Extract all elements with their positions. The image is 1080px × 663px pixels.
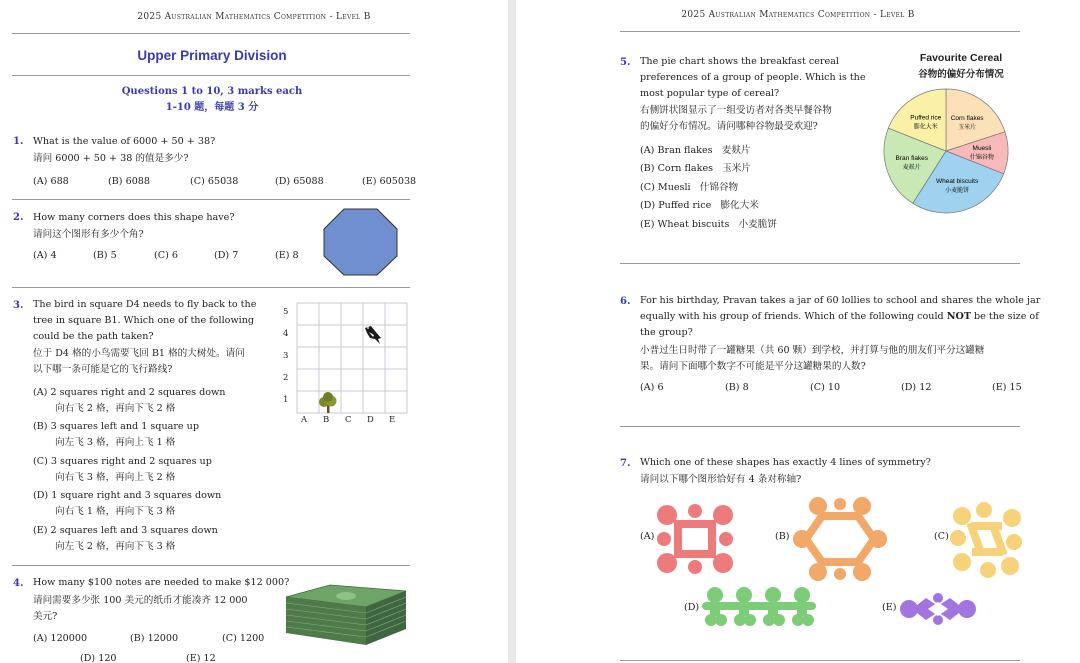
pie-label: Corn flakes (950, 114, 984, 122)
subtitle-zh: 1-10 题，每题 3 分 (165, 102, 259, 113)
option-zh: 膨化大米 (720, 200, 759, 211)
title-rule (12, 75, 410, 76)
question-text-zh: 小普过生日时带了一罐糖果（共 60 颗）到学校，并打算与他的朋友们平分这罐糖 (640, 345, 985, 356)
left-page (0, 0, 508, 663)
answer-option-b[interactable]: (B) 5 (93, 250, 117, 261)
pie-chart (882, 87, 1010, 215)
grid-row-label: 2 (283, 373, 289, 383)
page-header: 2025 Australian Mathematics Competition - Level B (137, 12, 371, 22)
question-text-zh: 位于 D4 格的小鸟需要飞回 B1 格的大树处。请问 (33, 348, 245, 359)
question-text-en: How many corners does this shape have? (33, 212, 235, 223)
answer-option-a[interactable]: (A) 6 (640, 382, 664, 393)
bird-icon (362, 324, 384, 346)
answer-option-d[interactable]: (D) 120 (80, 653, 117, 663)
shape-label-d[interactable]: (D) (684, 602, 700, 613)
tree-icon (316, 392, 340, 414)
answer-option-e[interactable]: (E) 2 squares left and 3 squares down (33, 525, 218, 536)
shape-b-figure (792, 496, 888, 582)
text-span: equally with his group of friends. Which of the following could (640, 311, 947, 322)
question-text-zh: 以下哪一条可能是它的飞行路线? (33, 364, 173, 375)
question-text-en (640, 309, 1039, 325)
question-text-en: could be the path taken? (33, 331, 154, 342)
chart-subtitle: 谷物的偏好分布情况 (918, 69, 1004, 80)
pie-label-zh: 膨化大米 (913, 123, 938, 131)
answer-option-c[interactable]: (C) 3 squares right and 2 squares up (33, 456, 212, 467)
emphasis-not: NOT (946, 311, 971, 322)
answer-option-c[interactable]: (C) 6 (154, 250, 178, 261)
question-number: 2. (13, 212, 24, 223)
answer-option-c[interactable]: (C) 10 (810, 382, 841, 393)
answer-option-c-zh: 向右飞 3 格，再向上飞 2 格 (55, 472, 176, 483)
answer-option-b[interactable] (640, 161, 751, 177)
question-number: 6. (620, 296, 631, 307)
division-title: Upper Primary Division (137, 48, 287, 63)
question-number: 7. (620, 458, 631, 469)
answer-option-d[interactable] (640, 198, 759, 214)
grid-col-label: E (389, 415, 396, 425)
text-span: be the size of (970, 311, 1039, 322)
question-divider (12, 199, 410, 200)
option-en: (C) Muesli (640, 182, 691, 193)
answer-option-b[interactable]: (B) 12000 (130, 633, 179, 644)
answer-option-d-zh: 向右飞 1 格，再向下飞 3 格 (55, 506, 176, 517)
pie-label: Puffed rice (910, 114, 942, 122)
grid-row-label: 4 (283, 329, 289, 339)
question-text-en: the group? (640, 327, 693, 338)
answer-option-d[interactable]: (D) 12 (901, 382, 932, 393)
answer-option-e-zh: 向左飞 2 格，再向下飞 3 格 (55, 541, 176, 552)
question-number: 3. (13, 300, 24, 311)
answer-option-c[interactable]: (C) 1200 (222, 633, 265, 644)
answer-option-e[interactable]: (E) 12 (186, 653, 216, 663)
shape-label-b[interactable]: (B) (775, 531, 790, 542)
header-rule (12, 33, 410, 34)
answer-option-c[interactable] (640, 180, 738, 196)
shape-label-a[interactable]: (A) (640, 531, 655, 542)
header-rule (620, 31, 1020, 32)
answer-option-d[interactable]: (D) 1 square right and 3 squares down (33, 490, 222, 501)
question-text-zh: 请问需要多少张 100 美元的纸币才能凑齐 12 000 (33, 595, 248, 606)
option-zh: 麦麸片 (721, 145, 751, 156)
shape-label-e[interactable]: (E) (882, 602, 897, 613)
grid-row-label: 1 (283, 395, 289, 405)
option-en: (E) Wheat biscuits (640, 219, 730, 230)
answer-option-a[interactable] (640, 143, 751, 159)
question-divider (12, 287, 410, 288)
question-text-en: The bird in square D4 needs to fly back to the (33, 299, 257, 310)
question-text-en: The pie chart shows the breakfast cereal (640, 56, 839, 67)
option-en: (D) Puffed rice (640, 200, 712, 211)
answer-option-a[interactable]: (A) 4 (33, 250, 57, 261)
answer-option-b-zh: 向左飞 3 格，再向上飞 1 格 (55, 437, 176, 448)
question-number: 5. (620, 57, 631, 68)
chart-title: Favourite Cereal (919, 52, 1003, 64)
answer-option-a[interactable]: (A) 2 squares right and 2 squares down (33, 387, 226, 398)
pie-label: Bran flakes (895, 155, 929, 163)
question-text-en: How many $100 notes are needed to make $12 000? (33, 577, 290, 588)
question-text-zh: 请问这个图形有多少个角? (33, 229, 144, 240)
question-text-zh: 请问 6000 + 50 + 38 的值是多少? (33, 153, 189, 164)
question-text-en: For his birthday, Pravan takes a jar of 60 lollies to school and shares the whole jar (640, 295, 1041, 306)
pie-label: Wheat biscuits (935, 178, 979, 186)
question-text-zh: 右侧饼状图显示了一组受访者对各类早餐谷物 (640, 105, 832, 116)
question-divider (12, 565, 410, 566)
answer-option-e[interactable] (640, 217, 777, 233)
pie-label: Muesli (972, 145, 992, 153)
answer-option-b[interactable]: (B) 3 squares left and 1 square up (33, 421, 199, 432)
option-en: (B) Corn flakes (640, 163, 714, 174)
option-zh: 什锦谷物 (699, 182, 739, 193)
option-zh: 小麦脆饼 (738, 219, 777, 230)
answer-option-d[interactable]: (D) 7 (214, 250, 239, 261)
pie-label-zh: 小麦脆饼 (945, 187, 970, 195)
answer-option-e[interactable]: (E) 15 (992, 382, 1022, 393)
pie-label-zh: 什锦谷物 (969, 154, 994, 162)
option-zh: 玉米片 (722, 163, 751, 174)
question-text-zh: 请问以下哪个图形恰好有 4 条对称轴? (640, 474, 802, 485)
grid-row-label: 3 (283, 351, 289, 361)
grid-col-label: C (345, 415, 352, 425)
answer-option-a[interactable]: (A) 688 (33, 176, 69, 187)
question-number: 4. (13, 578, 24, 589)
answer-option-a-zh: 向右飞 2 格，再向下飞 2 格 (55, 403, 176, 414)
shape-a-figure (654, 500, 736, 578)
grid-col-label: D (367, 415, 374, 425)
question-divider (620, 426, 1020, 427)
grid-row-label: 5 (283, 307, 289, 317)
right-page (516, 0, 1080, 663)
question-text-en: tree in square B1. Which one of the following (33, 315, 255, 326)
octagon-shape (322, 208, 398, 276)
question-text-zh: 美元? (33, 611, 58, 622)
banknote-stack-image (282, 583, 408, 649)
question-text-zh: 的偏好分布情况。请问哪种谷物最受欢迎? (640, 121, 818, 132)
question-text-en: preferences of a group of people. Which is the (640, 72, 866, 83)
subtitle-en: Questions 1 to 10, 3 marks each (121, 86, 303, 97)
shape-d-figure (700, 586, 818, 628)
question-divider (620, 660, 1020, 661)
answer-option-b[interactable]: (B) 6088 (108, 176, 151, 187)
coordinate-grid (280, 300, 410, 430)
answer-option-e[interactable]: (E) 605038 (362, 176, 417, 187)
grid-col-label: B (323, 415, 330, 425)
shape-e-figure (898, 592, 978, 626)
page-header: 2025 Australian Mathematics Competition - Level B (681, 10, 915, 20)
question-text-en: What is the value of 6000 + 50 + 38? (33, 136, 216, 147)
question-text-zh: 果。请问下面哪个数字不可能是平分这罐糖果的人数? (640, 361, 866, 372)
pie-label-zh: 麦麸片 (902, 164, 921, 172)
option-en: (A) Bran flakes (640, 145, 713, 156)
question-text-en: most popular type of cereal? (640, 88, 780, 99)
answer-option-e[interactable]: (E) 8 (275, 250, 299, 261)
answer-option-d[interactable]: (D) 65088 (275, 176, 324, 187)
answer-option-b[interactable]: (B) 8 (725, 382, 749, 393)
answer-option-a[interactable]: (A) 120000 (33, 633, 88, 644)
question-divider (620, 263, 1020, 264)
pie-label-zh: 玉米片 (958, 123, 977, 131)
answer-option-c[interactable]: (C) 65038 (190, 176, 239, 187)
shape-label-c[interactable]: (C) (934, 531, 949, 542)
shape-c-figure (950, 502, 1024, 578)
grid-col-label: A (301, 415, 308, 425)
question-number: 1. (13, 136, 24, 147)
question-text-en: Which one of these shapes has exactly 4 lines of symmetry? (640, 457, 931, 468)
